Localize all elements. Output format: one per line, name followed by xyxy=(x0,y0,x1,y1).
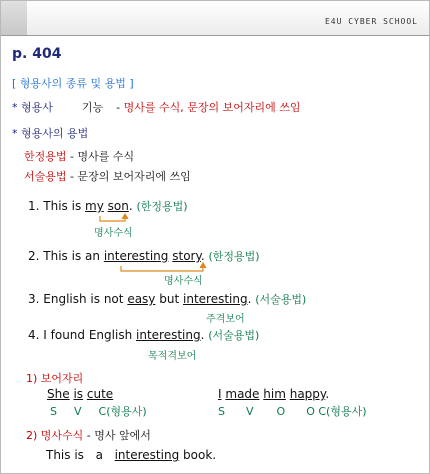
example-number: 3. xyxy=(28,292,40,306)
modifier-noun: book. xyxy=(183,448,217,462)
example-period: . xyxy=(200,328,205,342)
role-label: V xyxy=(245,405,254,418)
example-word: story xyxy=(172,249,201,263)
example-prefix: This is xyxy=(43,199,82,213)
definition-term: 형용사 xyxy=(21,101,53,114)
example-sentence-2 xyxy=(28,248,260,264)
usage-dash: - xyxy=(70,170,74,183)
complement-roles-2 xyxy=(218,403,366,419)
example-word: interesting xyxy=(103,249,169,263)
modifier-dash: - xyxy=(86,429,91,442)
role-label: C(형용사) xyxy=(98,405,147,418)
example-note-4: 목적격보어 xyxy=(148,351,197,362)
complement-word: happy xyxy=(289,387,326,401)
role-label: S xyxy=(218,405,225,418)
role-label: O xyxy=(276,405,286,418)
example-word: my xyxy=(85,199,104,213)
example-sentence-4 xyxy=(28,327,259,343)
usage-term: 서술용법 xyxy=(24,170,67,183)
example-note-1: 명사수식 xyxy=(94,228,133,239)
example-period: . xyxy=(128,199,133,213)
complement-heading: 1) 보어자리 xyxy=(26,372,84,385)
definition-dash: - xyxy=(116,101,121,114)
definition-bullet: * xyxy=(12,101,18,114)
example-prefix: English is not xyxy=(43,292,124,306)
example-prefix: I found English xyxy=(43,328,133,342)
example-prefix: This is an xyxy=(43,249,100,263)
example-sentence-1 xyxy=(28,198,188,214)
complement-period: . xyxy=(325,387,330,401)
page-number: p. 404 xyxy=(12,46,62,62)
section-title: [ 형용사의 종류 및 용법 ] xyxy=(12,77,134,90)
example-note-3: 주격보어 xyxy=(206,314,245,325)
complement-sentence-2 xyxy=(218,387,329,401)
example-conjunction: but xyxy=(159,292,180,306)
example-period: . xyxy=(200,249,205,263)
usage-heading xyxy=(12,125,88,141)
definition-desc: 명사를 수식, 문장의 보어자리에 쓰임 xyxy=(123,101,301,114)
role-label: V xyxy=(73,405,82,418)
complement-word: cute xyxy=(86,387,114,401)
role-label: O C(형용사) xyxy=(306,405,367,418)
example-usage-tag: (서술용법) xyxy=(255,293,307,306)
header-divider xyxy=(1,35,429,36)
example-number: 2. xyxy=(28,249,40,263)
usage-dash: - xyxy=(70,150,74,163)
complement-roles-1 xyxy=(50,403,147,419)
role-label: S xyxy=(50,405,57,418)
usage-desc: 명사를 수식 xyxy=(77,150,135,163)
complement-word: She xyxy=(47,387,70,401)
complement-word: him xyxy=(263,387,286,401)
example-period: . xyxy=(247,292,252,306)
modifier-heading: 2) 명사수식 xyxy=(26,429,84,442)
modifier-heading-line xyxy=(26,427,151,443)
modifier-sentence xyxy=(46,448,216,462)
usage-term: 한정용법 xyxy=(24,150,67,163)
example-usage-tag: (한정용법) xyxy=(136,200,188,213)
usage-bullet: * xyxy=(12,127,18,140)
header-accent xyxy=(1,1,27,35)
complement-word: made xyxy=(225,387,260,401)
example-number: 1. xyxy=(28,199,40,213)
definition-line xyxy=(12,99,301,115)
usage-title: 형용사의 용법 xyxy=(21,127,89,140)
modifier-article: a xyxy=(95,448,103,462)
modifier-word: interesting xyxy=(114,448,180,462)
example-number: 4. xyxy=(28,328,40,342)
definition-role: 기능 xyxy=(81,101,104,114)
usage-desc: 문장의 보어자리에 쓰임 xyxy=(77,170,191,183)
modifier-desc: 명사 앞에서 xyxy=(94,429,151,442)
brand-label: E4U CYBER SCHOOL xyxy=(324,17,418,26)
example-sentence-3 xyxy=(28,291,306,307)
example-word: son xyxy=(107,199,129,213)
usage-item xyxy=(24,168,191,184)
example-word: interesting xyxy=(136,328,201,342)
example-note-2: 명사수식 xyxy=(164,276,203,287)
modifier-prefix: This is xyxy=(46,448,84,462)
usage-item xyxy=(24,148,134,164)
complement-sentence-1 xyxy=(47,387,113,401)
complement-word: is xyxy=(73,387,84,401)
example-usage-tag: (한정용법) xyxy=(208,250,260,263)
example-word: easy xyxy=(127,292,156,306)
example-word: interesting xyxy=(183,292,248,306)
complement-word: I xyxy=(218,387,222,401)
example-usage-tag: (서술용법) xyxy=(208,329,260,342)
